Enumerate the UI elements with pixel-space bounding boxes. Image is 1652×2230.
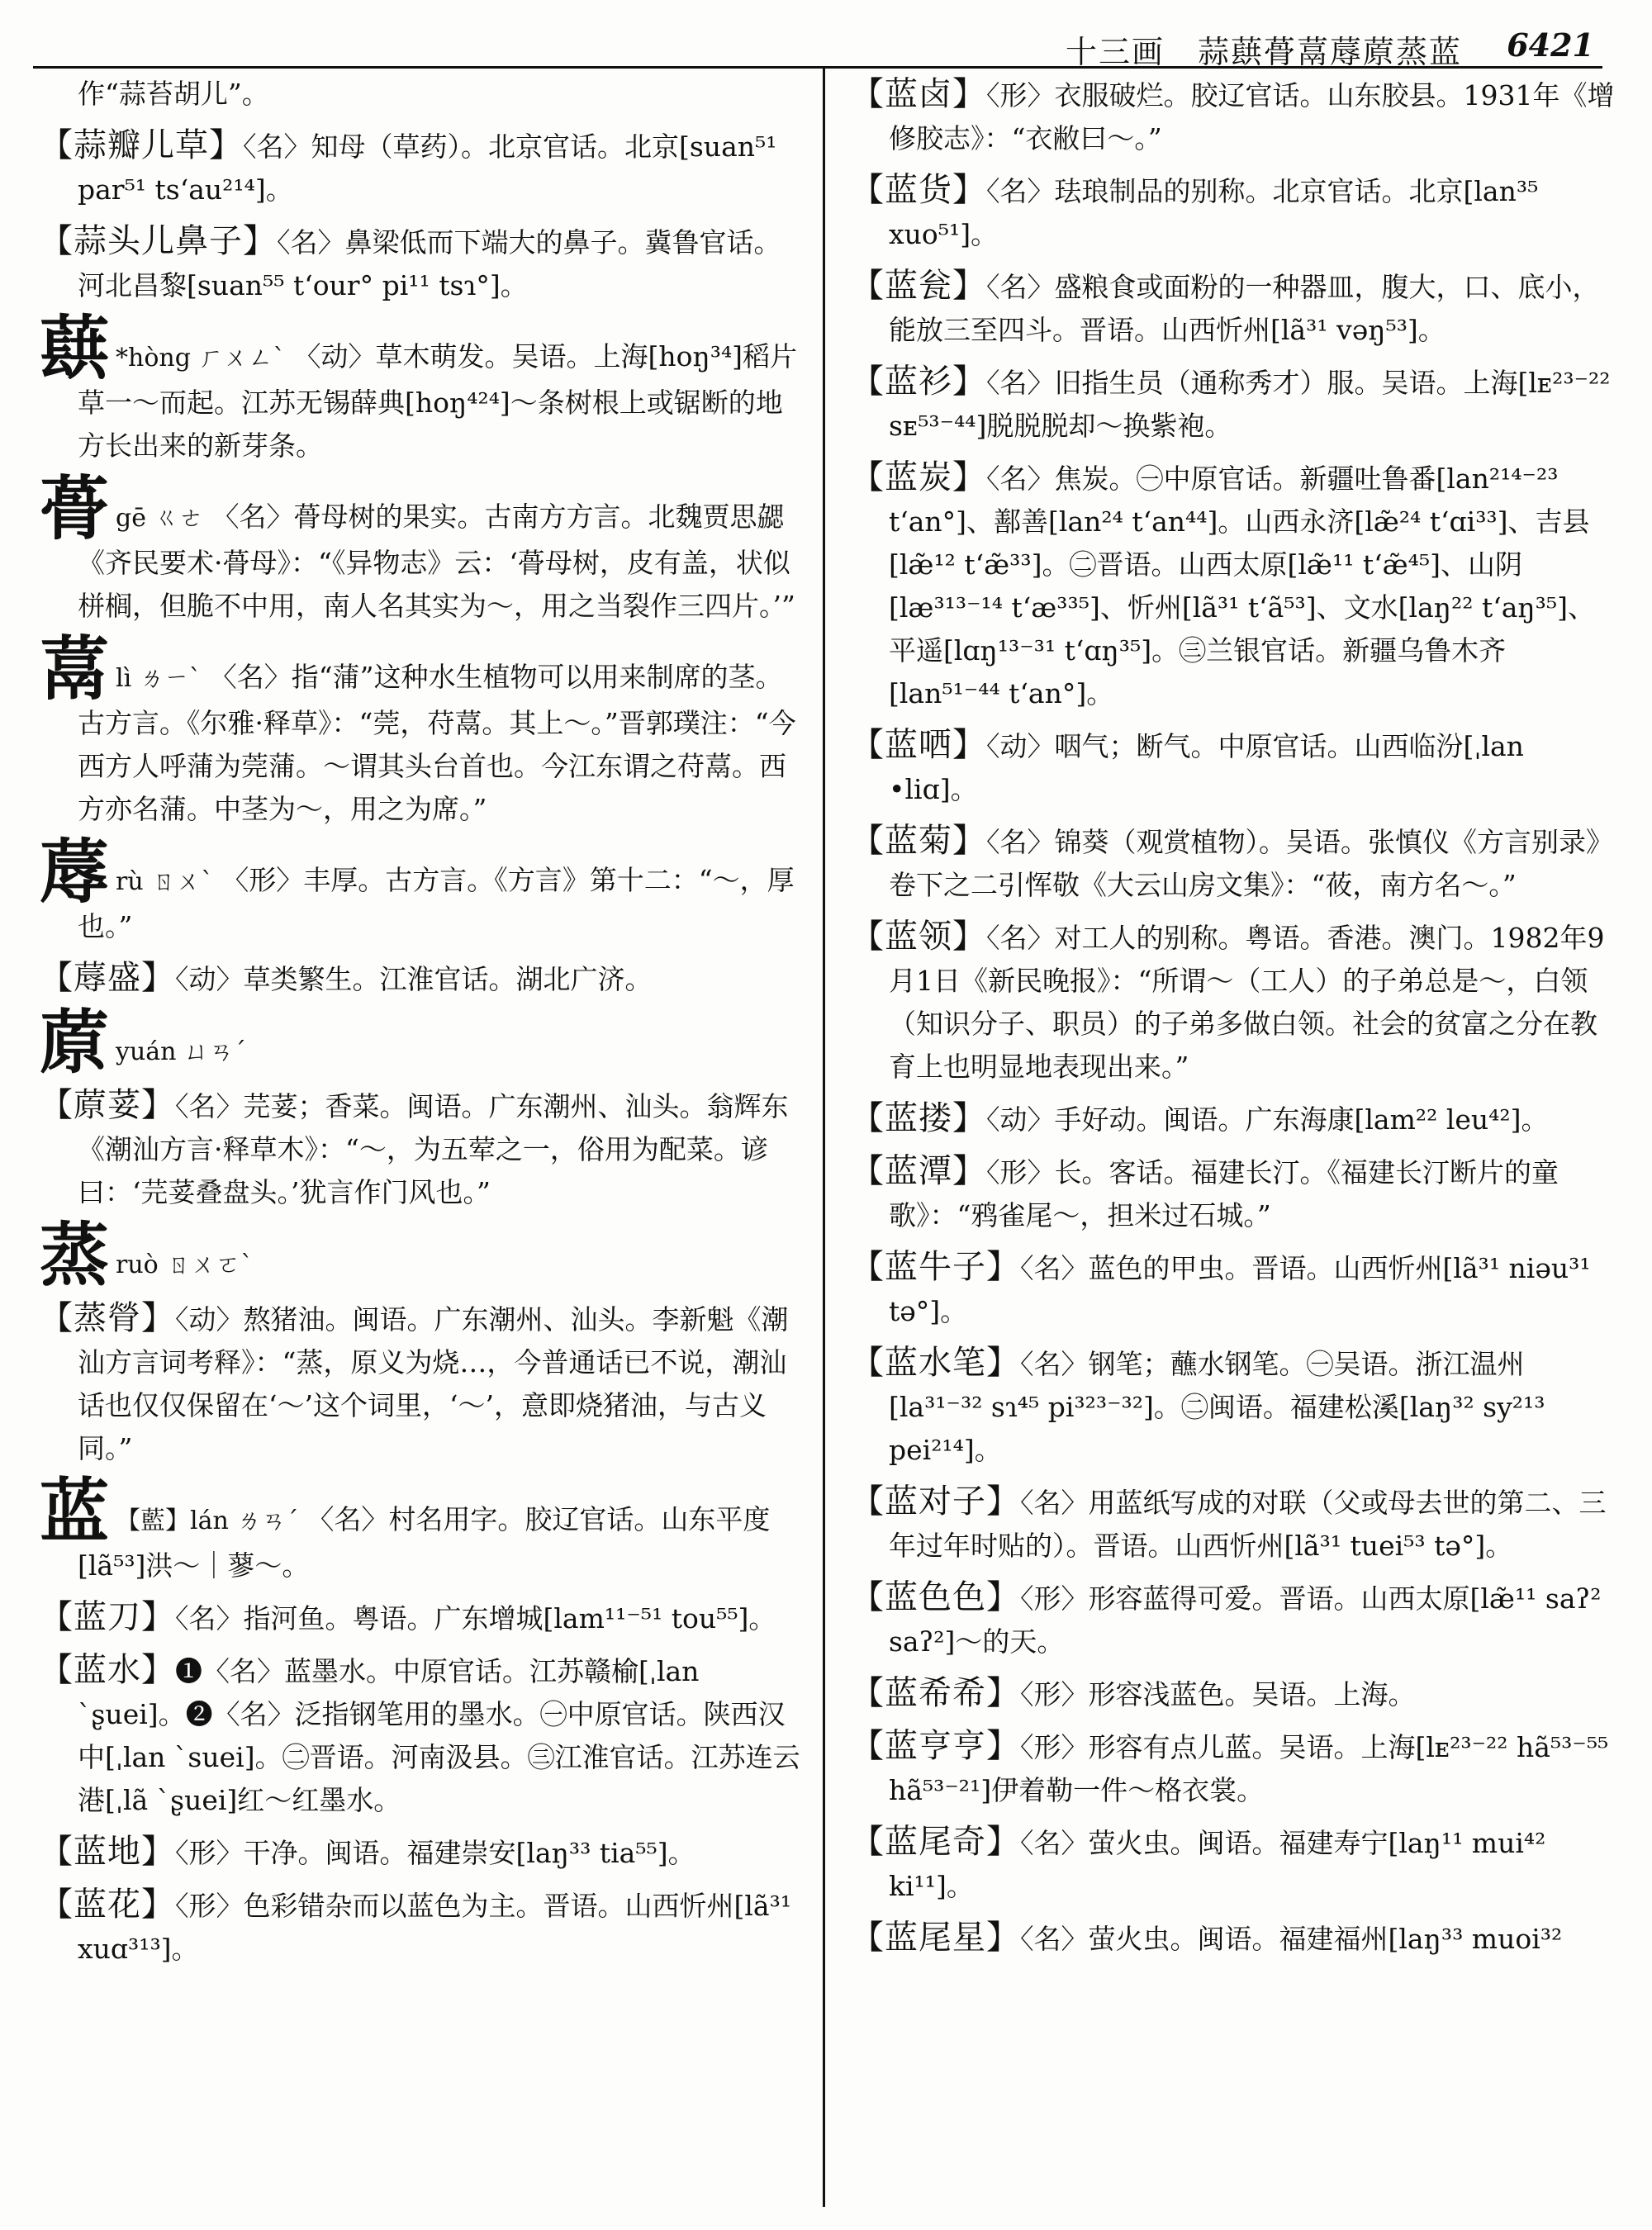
entry-headword: 【蓝尾奇】 xyxy=(851,1823,1020,1861)
dictionary-entry xyxy=(851,1150,1615,1237)
entry-definition: 〈名〉对工人的别称。粤语。香港。澳门。1982年9月1日《新民晚报》：“所谓～（工人）的子弟总是～，白领（知识分子、职员）的子弟多做白领。社会的贫富之分在教育上也明显地表现出来。” xyxy=(889,922,1605,1083)
entry-headword: 【蓝货】 xyxy=(851,171,986,209)
entry-headword: 【蓝领】 xyxy=(851,918,986,956)
entry-definition: 〈名〉芫荽；香菜。闽语。广东潮州、汕头。翁辉东《潮汕方言·释草木》：“～，为五荤之一，俗用为配菜。谚曰：‘芫荽叠盘头。’犹言作门风也。” xyxy=(78,1090,789,1208)
character-definition: 〈形〉丰厚。古方言。《方言》第十二：“～，厚也。” xyxy=(78,864,795,942)
entry-headword: 【蒜瓣儿草】 xyxy=(40,126,243,164)
entry-headword: 【蓝牛子】 xyxy=(851,1248,1020,1286)
entry-definition: 〈形〉长。客话。福建长汀。《福建长汀断片的童歌》：“鸦雀尾～，担米过石城。” xyxy=(889,1156,1559,1231)
dictionary-entry xyxy=(851,1672,1615,1716)
entry-definition: 〈动〉手好动。闽语。广东海康[lam²² leu⁴²]。 xyxy=(986,1103,1549,1136)
entry-headword: 【蓝哂】 xyxy=(851,726,986,764)
dictionary-entry xyxy=(40,956,804,1001)
entry-headword: 【蓝衫】 xyxy=(851,363,986,401)
entry-definition: ❶〈名〉蓝墨水。中原官话。江苏赣榆[ˌlan ˋʂuei]。❷〈名〉泛指钢笔用的墨水。㊀中原官话。陕西汉中[ˌlan ˋsuei]。㊁晋语。河南汲县。㊂江淮官话。江苏连云港[ˌlã ˋʂuei]红～红墨水。 xyxy=(78,1655,800,1816)
entry-definition: 〈形〉衣服破烂。胶辽官话。山东胶县。1931年《增修胶志》：“衣敝曰～。” xyxy=(889,79,1615,154)
dictionary-entry xyxy=(851,1480,1615,1568)
entry-definition: 〈形〉色彩错杂而以蓝色为主。晋语。山西忻州[lã³¹ xuɑ³¹³]。 xyxy=(78,1890,792,1965)
entry-definition: 〈名〉钢笔；蘸水钢笔。㊀吴语。浙江温州[la³¹⁻³² sɿ⁴⁵ pi³²³⁻³²]。㊁闽语。福建松溪[laŋ³² sy²¹³ pei²¹⁴]。 xyxy=(889,1348,1545,1466)
dictionary-entry xyxy=(851,1916,1615,1961)
dictionary-entry xyxy=(851,264,1615,352)
character-entry xyxy=(40,1001,804,1083)
entry-definition: 〈名〉知母（草药）。北京官话。北京[suan⁵¹ par⁵¹ ts‘au²¹⁴]。 xyxy=(78,130,777,206)
entry-headword: 【蓝水笔】 xyxy=(851,1344,1020,1382)
entry-definition: 〈名〉萤火虫。闽语。福建福州[laŋ³³ muoi³² xyxy=(1020,1923,1563,1955)
entry-definition: 〈形〉形容蓝得可爱。晋语。山西太原[læ̃¹¹ saʔ² saʔ²]～的天。 xyxy=(889,1582,1602,1658)
entry-definition: 〈形〉干净。闽语。福建崇安[laŋ³³ tia⁵⁵]。 xyxy=(175,1837,695,1869)
dictionary-entry xyxy=(851,1097,1615,1141)
character-pronunciation: *hòng ㄏㄨㄥˋ xyxy=(116,344,286,372)
dictionary-entry xyxy=(851,819,1615,907)
entry-continuation: 作“蒜苔胡儿”。 xyxy=(78,78,269,110)
character-entry xyxy=(40,628,804,831)
dictionary-entry xyxy=(851,915,1615,1089)
character-definition: 〈名〉村名用字。胶辽官话。山东平度[lã⁵³]洪～｜蓼～。 xyxy=(78,1503,771,1582)
entry-definition: 〈名〉萤火虫。闽语。福建寿宁[laŋ¹¹ mui⁴² ki¹¹]。 xyxy=(889,1827,1546,1902)
entry-headword: 【蓝希希】 xyxy=(851,1674,1020,1712)
head-character: 蕻 xyxy=(40,307,110,389)
dictionary-entry xyxy=(40,1084,804,1214)
entry-definition: 〈动〉熬猪油。闽语。广东潮州、汕头。李新魁《潮汕方言词考释》：“蒸，原义为烧…，今普通话已不说，潮汕话也仅仅保留在‘～’这个词里，‘～’，意即烧猪油，与古义同。” xyxy=(78,1303,789,1464)
character-pronunciation: yuán ㄩㄢˊ xyxy=(116,1037,247,1066)
entry-headword: 【蒸膋】 xyxy=(40,1299,175,1337)
dictionary-entry xyxy=(40,220,804,307)
entry-definition: 〈名〉焦炭。㊀中原官话。新疆吐鲁番[lan²¹⁴⁻²³ t‘an°]、鄯善[lan²⁴ t‘an⁴⁴]。山西永济[læ̃²⁴ t‘ɑi³³]、吉县[læ̃¹² t‘æ̃³³]。㊁晋语。山西太原[læ̃¹¹ t‘æ̃⁴⁵]、山阴[læ³¹³⁻¹⁴ t‘æ³³⁵]、忻州[lã³¹ t‘ã⁵³]、文水[laŋ²² t‘aŋ³⁵]、平遥[lɑŋ¹³⁻³¹ t‘ɑŋ³⁵]。㊂兰银官话。新疆乌鲁木齐[lan⁵¹⁻⁴⁴ t‘an°]。 xyxy=(889,463,1595,709)
entry-definition: 〈名〉锦葵（观赏植物）。吴语。张慎仪《方言别录》卷下之二引恽敬《大云山房文集》：“莜，南方名～。” xyxy=(889,826,1613,901)
character-definition: 〈动〉草木萌发。吴语。上海[hoŋ³⁴]稻片草一～而起。江苏无锡薛典[hoŋ⁴²⁴]～条树根上或锯断的地方长出来的新芽条。 xyxy=(78,340,798,462)
dictionary-entry xyxy=(851,1245,1615,1333)
page-header xyxy=(33,15,1602,69)
entry-headword: 【蒜头儿鼻子】 xyxy=(40,222,277,260)
entry-definition: 〈动〉咽气；断气。中原官话。山西临汾[ˌlan •liɑ]。 xyxy=(889,730,1524,805)
entry-headword: 【蓝菊】 xyxy=(851,822,986,860)
entry-headword: 【蓝潭】 xyxy=(851,1152,986,1190)
right-column xyxy=(851,73,1615,1969)
dictionary-entry xyxy=(851,168,1615,256)
entry-definition: 〈名〉蓝色的甲虫。晋语。山西忻州[lã³¹ niəu³¹ tə°]。 xyxy=(889,1252,1591,1327)
dictionary-entry xyxy=(851,1576,1615,1663)
page-number: 6421 xyxy=(1507,26,1594,64)
character-pronunciation: ruò ㄖㄨㄛˋ xyxy=(116,1250,254,1279)
entry-headword: 【蓝亨亨】 xyxy=(851,1727,1020,1765)
dictionary-entry xyxy=(851,724,1615,811)
header-title: 十三画 蒜蕻蓇蒚蓐蒝蒸蓝 xyxy=(1065,34,1462,70)
dictionary-entry xyxy=(40,1830,804,1875)
entry-definition: 〈名〉用蓝纸写成的对联（父或母去世的第二、三年过年时贴的）。晋语。山西忻州[lã³¹ tuei⁵³ tə°]。 xyxy=(889,1487,1607,1562)
head-character: 蓇 xyxy=(40,467,110,549)
entry-definition: 〈形〉形容有点儿蓝。吴语。上海[lᴇ²³⁻²² hã⁵³⁻⁵⁵ hã⁵³⁻²¹]伊着勒一件～格衣裳。 xyxy=(889,1731,1609,1806)
head-character: 蒝 xyxy=(40,1001,110,1083)
dictionary-entry xyxy=(40,124,804,211)
entry-headword: 【蓝色色】 xyxy=(851,1578,1020,1616)
entry-definition: 〈名〉珐琅制品的别称。北京官话。北京[lan³⁵ xuo⁵¹]。 xyxy=(889,175,1539,250)
head-character: 蓝 xyxy=(40,1470,110,1552)
entry-definition: 〈名〉旧指生员（通称秀才）服。吴语。上海[lᴇ²³⁻²² sᴇ⁵³⁻⁴⁴]脱脱脱却～换紫袍。 xyxy=(889,367,1611,442)
dictionary-entry xyxy=(40,1883,804,1971)
head-character: 蒚 xyxy=(40,628,110,709)
character-pronunciation: gē ㄍㄜ xyxy=(116,504,204,533)
entry-headword: 【蓝地】 xyxy=(40,1833,175,1871)
entry-headword: 【蓝炭】 xyxy=(851,458,986,496)
dictionary-entry xyxy=(851,456,1615,715)
character-definition: 〈名〉蓇母树的果实。古南方方言。北魏贾思勰《齐民要术·蓇母》：“《异物志》云：‘蓇母树，皮有盖，状似栟榈，但脆不中用，南人名其实为～，用之当裂作三四片。’” xyxy=(78,501,795,622)
character-entry xyxy=(40,831,804,948)
dictionary-entry xyxy=(40,1297,804,1470)
entry-definition: 〈名〉盛粮食或面粉的一种器皿，腹大，口、底小，能放三至四斗。晋语。山西忻州[lã³¹ vəŋ⁵³]。 xyxy=(889,271,1600,346)
entry-headword: 【蓝对子】 xyxy=(851,1483,1020,1521)
dictionary-entry xyxy=(851,1820,1615,1908)
entry-headword: 【蓝水】 xyxy=(40,1651,175,1689)
entry-definition: 〈名〉指河鱼。粤语。广东增城[lam¹¹⁻⁵¹ tou⁵⁵]。 xyxy=(175,1602,776,1635)
character-entry xyxy=(40,467,804,628)
dictionary-entry xyxy=(40,1649,804,1822)
entry-definition: 〈形〉形容浅蓝色。吴语。上海。 xyxy=(1020,1678,1416,1710)
character-entry xyxy=(40,1470,804,1587)
entry-headword: 【蓝尾星】 xyxy=(851,1919,1020,1957)
left-column xyxy=(40,73,804,1979)
character-definition: 〈名〉指“蒲”这种水生植物可以用来制席的茎。古方言。《尔雅·释草》：“莞，苻蒚。其上～。”晋郭璞注：“今西方人呼蒲为莞蒲。～谓其头台首也。今江东谓之苻蒚。西方亦名蒲。中茎为～，用之为席。” xyxy=(78,661,796,825)
character-entry xyxy=(40,1214,804,1296)
character-pronunciation: 【藍】lán ㄌㄢˊ xyxy=(116,1506,299,1535)
entry-headword: 【蒝荽】 xyxy=(40,1086,175,1124)
entry-headword: 【蓐盛】 xyxy=(40,959,175,997)
character-entry xyxy=(40,307,804,467)
dictionary-entry xyxy=(851,73,1615,160)
entry-headword: 【蓝搂】 xyxy=(851,1099,986,1137)
dictionary-entry xyxy=(851,1341,1615,1472)
dictionary-entry xyxy=(40,1596,804,1640)
entry-definition: 〈动〉草类繁生。江淮官话。湖北广济。 xyxy=(175,963,653,995)
head-character: 蒸 xyxy=(40,1214,110,1296)
entry-headword: 【蓝刀】 xyxy=(40,1598,175,1636)
entry-definition: 〈名〉鼻梁低而下端大的鼻子。冀鲁官话。河北昌黎[suan⁵⁵ t‘our° pi¹¹ tsɿ°]。 xyxy=(78,226,781,301)
entry-headword: 【蓝花】 xyxy=(40,1886,175,1924)
entry-headword: 【蓝瓮】 xyxy=(851,267,986,305)
head-character: 蓐 xyxy=(40,831,110,913)
entry-headword: 【蓝卤】 xyxy=(851,75,986,113)
character-pronunciation: lì ㄌㄧˋ xyxy=(116,664,202,693)
character-pronunciation: rù ㄖㄨˋ xyxy=(116,867,214,896)
dictionary-entry xyxy=(851,360,1615,448)
dictionary-entry xyxy=(851,1725,1615,1812)
column-divider xyxy=(823,68,825,2207)
